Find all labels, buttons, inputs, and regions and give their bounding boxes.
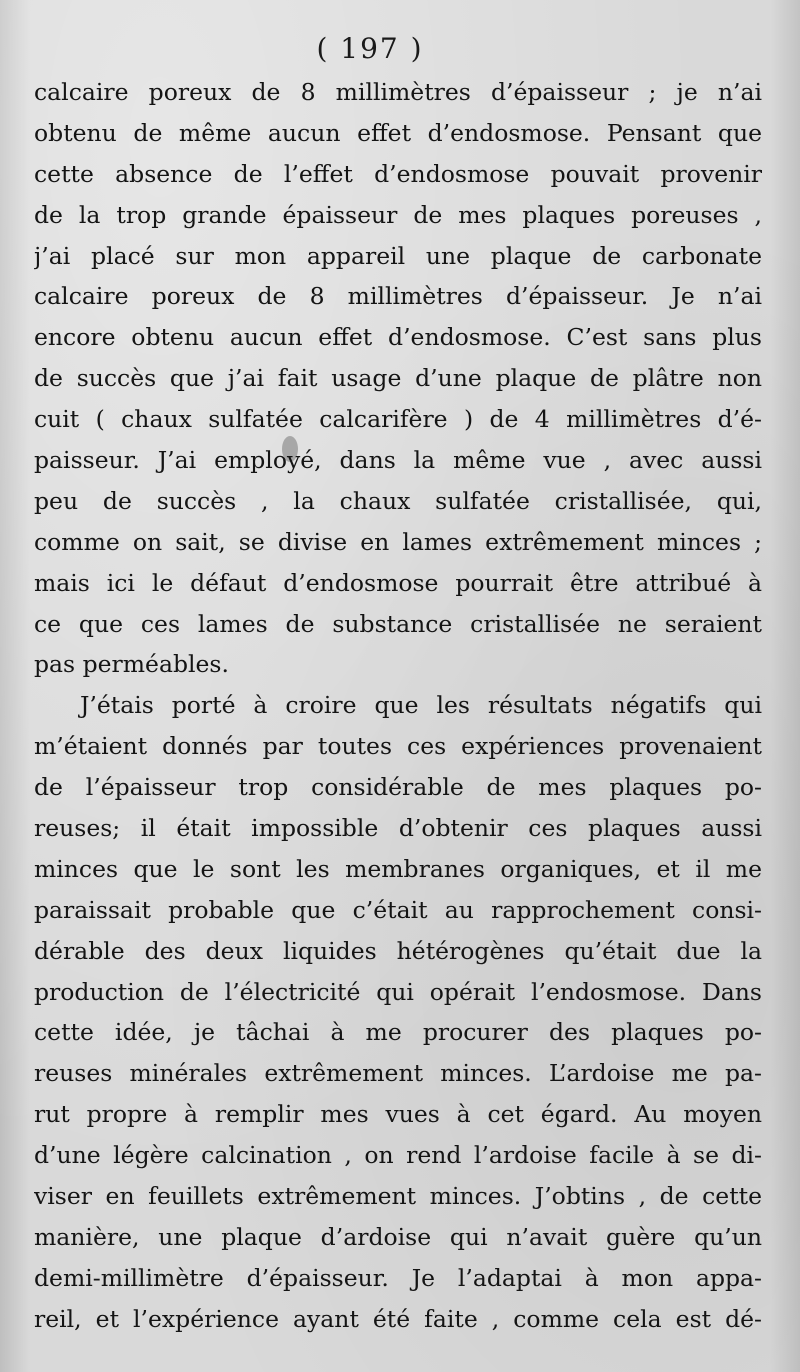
text-line: rut propre à remplir mes vues à cet égard. Au moyen: [34, 1100, 762, 1129]
text-line: de la trop grande épaisseur de mes plaques poreuses ,: [34, 200, 762, 229]
text-line: ce que ces lames de substance cristallisée ne seraient: [34, 609, 762, 638]
text-line: j’ai placé sur mon appareil une plaque de carbonate: [34, 241, 762, 270]
text-line: cuit ( chaux sulfatée calcarifère ) de 4 millimètres d’é-: [34, 405, 762, 434]
text-line: mais ici le défaut d’endosmose pourrait être attribué à: [34, 568, 762, 597]
text-line: d’une légère calcination , on rend l’ardoise facile à se di-: [34, 1141, 762, 1170]
text-line: cette idée, je tâchai à me procurer des plaques po-: [34, 1018, 762, 1047]
text-line: dérable des deux liquides hétérogènes qu’était due la: [34, 936, 762, 965]
text-line: paisseur. J’ai employé, dans la même vue , avec aussi: [34, 446, 762, 475]
text-line: viser en feuillets extrêmement minces. J’obtins , de cette: [34, 1182, 762, 1211]
paragraph-end-line: pas perméables.: [34, 650, 229, 679]
paragraph-first-line: J’étais porté à croire que les résultats négatifs qui: [80, 691, 762, 720]
text-line: reuses; il était impossible d’obtenir ces plaques aussi: [34, 814, 762, 843]
text-line: demi-millimètre d’épaisseur. Je l’adaptai à mon appa-: [34, 1263, 762, 1292]
text-line: cette absence de l’effet d’endosmose pouvait provenir: [34, 159, 762, 188]
body-text: [34, 72, 762, 1340]
text-line: manière, une plaque d’ardoise qui n’avait guère qu’un: [34, 1222, 762, 1251]
text-line: m’étaient donnés par toutes ces expériences provenaient: [34, 732, 762, 761]
text-line: encore obtenu aucun effet d’endosmose. C’est sans plus: [34, 323, 762, 352]
text-line: peu de succès , la chaux sulfatée cristallisée, qui,: [34, 486, 762, 515]
text-line: calcaire poreux de 8 millimètres d’épaisseur ; je n’ai: [34, 78, 762, 106]
text-line: calcaire poreux de 8 millimètres d’épaisseur. Je n’ai: [34, 282, 762, 311]
text-line: de succès que j’ai fait usage d’une plaque de plâtre non: [34, 364, 762, 393]
text-line: minces que le sont les membranes organiques, et il me: [34, 854, 762, 883]
text-line: de l’épaisseur trop considérable de mes plaques po-: [34, 773, 762, 802]
text-line: reil, et l’expérience ayant été faite , comme cela est dé-: [34, 1304, 762, 1333]
page-number: ( 197 ): [316, 32, 424, 65]
text-line: production de l’électricité qui opérait l’endosmose. Dans: [34, 977, 762, 1006]
text-line: obtenu de même aucun effet d’endosmose. Pensant que: [34, 118, 762, 147]
text-line: paraissait probable que c’était au rapprochement consi-: [34, 895, 762, 924]
text-line: comme on sait, se divise en lames extrêmement minces ;: [34, 527, 762, 556]
text-line: reuses minérales extrêmement minces. L’ardoise me pa-: [34, 1059, 762, 1088]
